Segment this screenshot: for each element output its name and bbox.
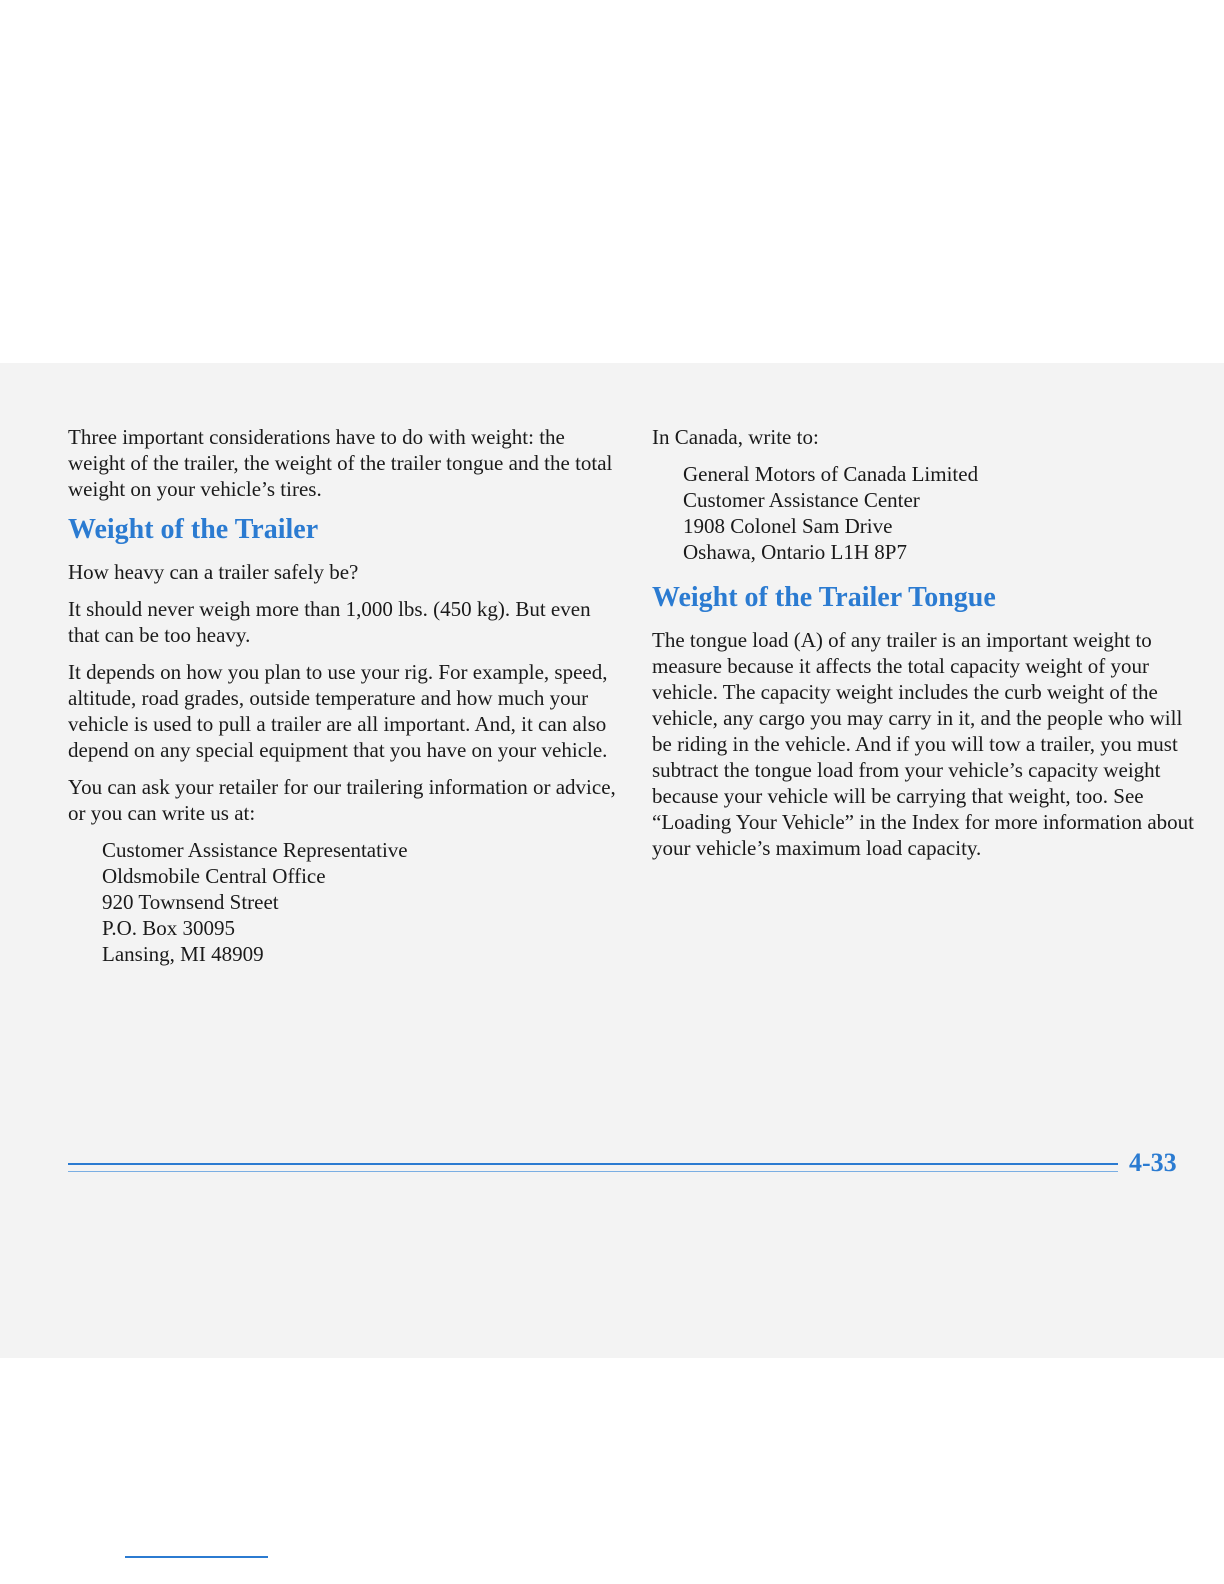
bottom-rule-mark <box>125 1556 268 1558</box>
address-line: Lansing, MI 48909 <box>102 942 264 966</box>
address-line: Customer Assistance Representative <box>102 838 408 862</box>
retailer-paragraph: You can ask your retailer for our trailering information or advice, or you can write us at: <box>68 775 616 825</box>
intro-paragraph: Three important considerations have to do with weight: the weight of the trailer, the weight of the trailer tongue and the total weight on your vehicle’s tires. <box>68 425 613 501</box>
footer-rule <box>68 1163 1118 1165</box>
address-line: 920 Townsend Street <box>102 890 279 914</box>
address-line: Oshawa, Ontario L1H 8P7 <box>683 540 907 564</box>
oldsmobile-address <box>102 837 616 967</box>
address-line: Oldsmobile Central Office <box>102 864 326 888</box>
section-heading-trailer-weight: Weight of the Trailer <box>68 514 319 545</box>
tongue-load-paragraph: The tongue load (A) of any trailer is an important weight to measure because it affects the total capacity weight of your vehicle. The capacity weight includes the curb weight of the vehicle, any cargo you may carry in it, and the people who will be riding in the vehicle. And if you will tow a trailer, you must subtract the tongue load from your vehicle’s capacity weight because your vehicle will be carrying that weight, too. See “Loading Your Vehicle” in the Index for more information about your vehicle’s maximum load capacity. <box>652 628 1194 860</box>
weight-limit-paragraph: It should never weigh more than 1,000 lbs. (450 kg). But even that can be too heavy. <box>68 597 591 647</box>
canada-address <box>683 461 1197 565</box>
page-number: 4-33 <box>1129 1148 1177 1177</box>
address-line: 1908 Colonel Sam Drive <box>683 514 893 538</box>
canada-intro: In Canada, write to: <box>652 425 819 449</box>
left-column <box>68 424 616 981</box>
depends-paragraph: It depends on how you plan to use your rig. For example, speed, altitude, road grades, outside temperature and how much your vehicle is used to pull a trailer are all important. And, it can also depend on any special equipment that you have on your vehicle. <box>68 660 608 762</box>
question-paragraph: How heavy can a trailer safely be? <box>68 560 359 584</box>
address-line: General Motors of Canada Limited <box>683 462 979 486</box>
address-line: Customer Assistance Center <box>683 488 920 512</box>
footer-rule-thin <box>68 1171 1118 1172</box>
address-line: P.O. Box 30095 <box>102 916 236 940</box>
right-column <box>652 424 1197 872</box>
section-heading-tongue-weight: Weight of the Trailer Tongue <box>652 582 996 613</box>
